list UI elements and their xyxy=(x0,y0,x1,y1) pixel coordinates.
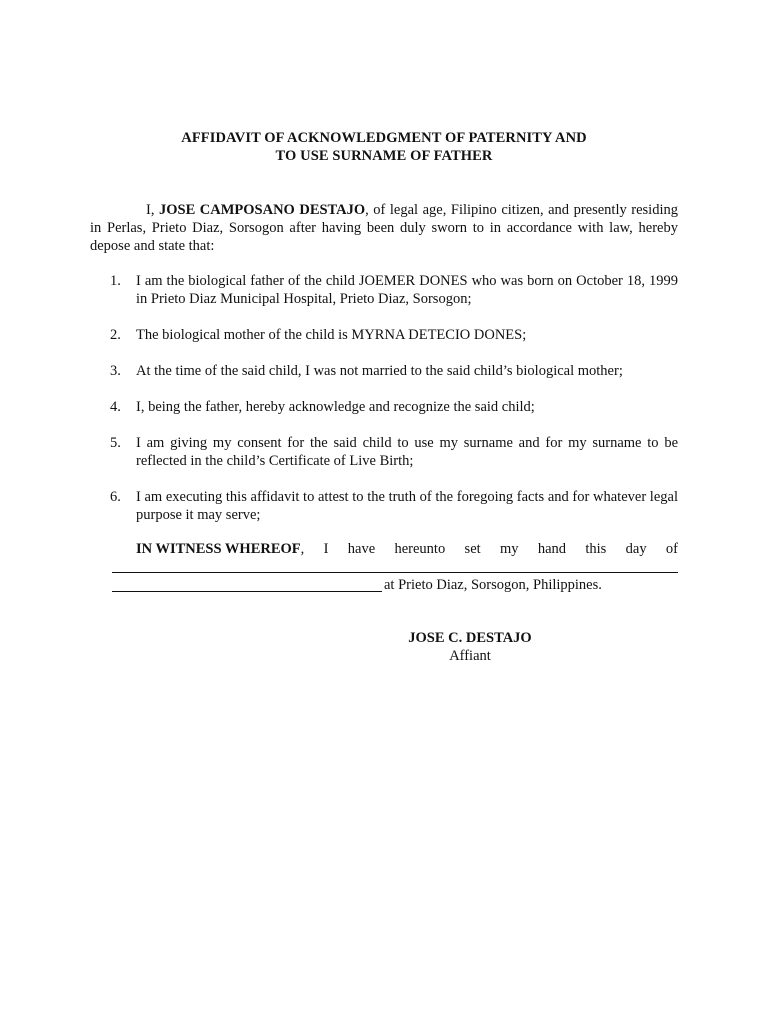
witness-word: my xyxy=(499,541,519,557)
document-title-line-2: TO USE SURNAME OF FATHER xyxy=(275,148,493,164)
affiant-role-label: Affiant xyxy=(449,648,491,664)
affiant-full-name: JOSE CAMPOSANO DESTAJO xyxy=(158,202,366,218)
list-item-text: The biological mother of the child is MYRNA DETECIO DONES; xyxy=(136,327,527,343)
witness-word: of xyxy=(665,541,678,557)
witness-word: I xyxy=(323,541,329,557)
intro-paragraph xyxy=(90,201,678,255)
witness-clause xyxy=(136,540,678,558)
execution-place-text: at Prieto Diaz, Sorsogon, Philippines. xyxy=(384,577,602,593)
list-item-text: I, being the father, hereby acknowledge and recognize the said child; xyxy=(136,399,535,415)
date-blank-line-continued xyxy=(112,591,382,592)
list-item-number: 1. xyxy=(110,273,121,289)
intro-prefix: I, xyxy=(146,202,159,218)
witness-word: have xyxy=(347,541,376,557)
list-item-number: 3. xyxy=(110,363,121,379)
list-item-number: 4. xyxy=(110,399,121,415)
witness-word: set xyxy=(464,541,481,557)
witness-bold-phrase: IN WITNESS WHEREOF xyxy=(136,541,301,557)
list-item-number: 2. xyxy=(110,327,121,343)
list-item-text: I am giving my consent for the said child to use my surname and for my surname to be reflected in the child’s Certificate of Live Birth; xyxy=(136,435,678,469)
document-title-line-1: AFFIDAVIT OF ACKNOWLEDGMENT OF PATERNITY AND xyxy=(181,130,587,146)
witness-word: hand xyxy=(537,541,567,557)
list-item-text: I am the biological father of the child JOEMER DONES who was born on October 18, 1999 in Prieto Diaz Municipal Hospital, Prieto Diaz, Sorsogon; xyxy=(136,273,678,307)
witness-word: hereunto xyxy=(394,541,446,557)
intro-rest: , of legal age, Filipino citizen, and presently residing in Perlas, Prieto Diaz, Sorsogon after having been duly sworn to in accordance with law, hereby depose and state that: xyxy=(90,202,678,254)
list-item xyxy=(110,362,678,380)
list-item xyxy=(110,434,678,470)
list-item-text: I am executing this affidavit to attest to the truth of the foregoing facts and for whatever legal purpose it may serve; xyxy=(136,489,678,523)
witness-word: this xyxy=(585,541,607,557)
list-item xyxy=(110,398,678,416)
list-item xyxy=(110,488,678,524)
witness-word: day xyxy=(625,541,647,557)
list-item-number: 5. xyxy=(110,435,121,451)
list-item-number: 6. xyxy=(110,489,121,505)
affiant-signature-name: JOSE C. DESTAJO xyxy=(408,630,532,646)
witness-comma: , xyxy=(300,541,305,557)
list-item xyxy=(110,272,678,308)
list-item xyxy=(110,326,678,344)
date-blank-line xyxy=(112,572,678,573)
list-item-text: At the time of the said child, I was not married to the said child’s biological mother; xyxy=(136,363,623,379)
witness-lead xyxy=(136,540,304,558)
